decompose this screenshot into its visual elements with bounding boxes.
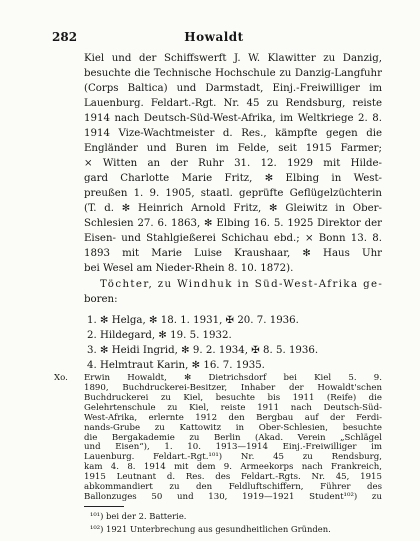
entry-text-line: 1914 Vize-Wachtmeister d. Res., kämpfte gegen die — [84, 128, 382, 139]
child-item: 3. ✻ Heidi Ingrid, ✻ 9. 2. 1934, ✠ 8. 5. 1936. — [87, 345, 319, 356]
entry-text-line: Ballonzuges 50 und 130, 1919—1921 Student¹⁰²) zu — [84, 492, 382, 502]
entry-text-line: gard Charlotte Marie Fritz, ✻ Elbing in West- — [84, 173, 382, 184]
running-title: Howaldt — [184, 30, 244, 44]
entry-text-line: 1890, Buchdruckerei-Besitzer, Inhaber der Howaldt'schen — [84, 382, 382, 393]
entry-text-line: nands-Grube zu Kattowitz in Ober-Schlesien, besuchte — [84, 422, 382, 433]
child-item: 4. Helmtraut Karin, ✻ 16. 7. 1935. — [87, 360, 265, 371]
entry-text-line: × Witten an der Ruhr 31. 12. 1929 mit Hilde- — [84, 158, 382, 169]
entry-text-line: und Eisen“), 1. 10. 1913—1914 Einj.-Freiwilliger im — [84, 442, 382, 453]
entry-text-line: preußen 1. 9. 1905, staatl. geprüfte Geflügelzüchterin — [84, 188, 382, 199]
entry-text-line: Erwin Howaldt, ✻ Dietrichsdorf bei Kiel 5. 9. — [84, 373, 382, 383]
entry-text-line: Kiel und der Schiffswerft J. W. Klawitter zu Danzig, — [84, 53, 382, 64]
entry-text-line: Lauenburg. Feldart.-Rgt. Nr. 45 zu Rendsburg, reiste — [84, 98, 382, 109]
footnote: ¹⁰¹) bei der 2. Batterie. — [90, 511, 187, 521]
entry-text-line: Schlesien 27. 6. 1863, ✻ Elbing 16. 5. 1925 Direktor der — [84, 218, 382, 229]
footnote: ¹⁰²) 1921 Unterbrechung aus gesundheitlichen Gründen. — [90, 524, 331, 534]
entry-text-line: Eisen- und Stahlgießerei Schichau ebd.; × Bonn 13. 8. — [84, 233, 382, 244]
entry-text-line: Lauenburg. Feldart.-Rgt.¹⁰¹) Nr. 45 zu Rendsburg, — [84, 452, 382, 463]
footnote-rule — [84, 506, 124, 507]
entry-text-line: besuchte die Technische Hochschule zu Danzig-Langfuhr — [84, 68, 382, 79]
children-heading: boren: — [84, 294, 118, 305]
entry-text-line: 1915 Leutnant d. Res. des Feldart.-Rgts. Nr. 45, 1915 — [84, 472, 382, 483]
entry-text-line: (T. d. ✻ Heinrich Arnold Fritz, ✻ Gleiwitz in Ober- — [84, 203, 382, 214]
child-item: 2. Hildegard, ✻ 19. 5. 1932. — [87, 330, 232, 341]
page-header — [52, 30, 376, 44]
entry-text-line: abkommandiert zu den Feldluftschiffern, Führer des — [84, 482, 382, 493]
entry-text-line: Gelehrtenschule zu Kiel, reiste 1911 nach Deutsch-Süd- — [84, 402, 382, 413]
child-item: 1. ✻ Helga, ✻ 18. 1. 1931, ✠ 20. 7. 1936. — [87, 315, 299, 326]
entry-text-line: (Corps Baltica) und Darmstadt, Einj.-Freiwilliger im — [84, 83, 382, 94]
entry-marker: Xo. — [54, 373, 68, 383]
entry-text-line: kam 4. 8. 1914 mit dem 9. Armeekorps nach Frankreich, — [84, 462, 382, 473]
entry-text-line: 1893 mit Marie Luise Kraushaar, ✻ Haus Uhr — [84, 248, 382, 259]
entry-text-line: 1914 nach Deutsch-Süd-West-Afrika, im Weltkriege 2. 8. — [84, 113, 382, 124]
entry-text-line: Buchdruckerei zu Kiel, besuchte bis 1911 (Reife) die — [84, 392, 382, 403]
entry-text-line: Engländer und Buren im Felde, seit 1915 Farmer; — [84, 143, 382, 154]
page-number: 282 — [52, 30, 78, 44]
entry-text-line: die Bergakademie zu Berlin (Akad. Verein „Schlägel — [84, 432, 382, 443]
entry-text-line: West-Afrika, erlernte 1912 den Bergbau auf der Ferdi- — [84, 412, 382, 423]
entry-text-line: bei Wesel am Nieder-Rhein 8. 10. 1872). — [84, 263, 294, 274]
children-heading: Töchter, zu Windhuk in Süd-West-Afrika ge- — [100, 279, 384, 290]
